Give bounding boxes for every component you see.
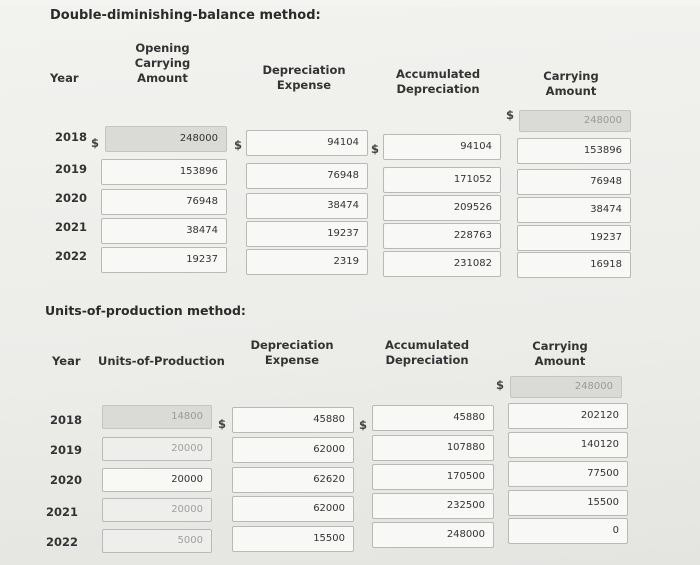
ddb-year-2018: 2018 [55,130,88,144]
uop-acc-2018[interactable]: 45880 [372,405,494,431]
ddb-opening-2020[interactable]: 76948 [101,189,227,215]
uop-header-year: Year [52,354,81,368]
ddb-initial-carrying-field[interactable]: 248000 [519,110,631,132]
uop-acc-2022[interactable]: 248000 [372,522,494,548]
ddb-acc-2020[interactable]: 209526 [383,195,501,221]
uop-dollar-acc: $ [359,418,368,432]
uop-year-2019: 2019 [50,443,83,457]
ddb-acc-2022[interactable]: 231082 [383,251,501,277]
uop-carry-2019[interactable]: 140120 [508,432,628,458]
ddb-section-title: Double-diminishing-balance method: [50,8,321,23]
uop-acc-2021[interactable]: 232500 [372,493,494,519]
uop-dep-2018[interactable]: 45880 [232,407,354,433]
ddb-carry-2022[interactable]: 16918 [517,252,631,278]
worksheet [0,6,700,565]
ddb-header-carry-line2: Amount [545,84,597,98]
ddb-dep-2022[interactable]: 2319 [246,249,368,275]
ddb-dollar-acc: $ [371,142,380,156]
ddb-dep-2021[interactable]: 19237 [246,221,368,247]
ddb-header-opening-line2: Carrying [134,56,191,70]
uop-header-carrying [522,339,598,369]
ddb-header-acc-line1: Accumulated [395,67,481,81]
uop-year-2018: 2018 [50,413,83,427]
ddb-initial-dollar: $ [506,108,515,122]
uop-header-dep-line1: Depreciation [250,338,334,352]
ddb-dep-2019[interactable]: 76948 [246,163,368,189]
uop-header-dep-line2: Expense [264,353,320,367]
uop-header-accumulated [381,338,473,368]
uop-year-2021: 2021 [46,505,79,519]
ddb-opening-2019[interactable]: 153896 [101,159,227,185]
ddb-carry-2019[interactable]: 76948 [517,169,631,195]
uop-section-title: Units-of-production method: [45,303,246,318]
uop-year-2022: 2022 [46,535,79,549]
ddb-dep-2018[interactable]: 94104 [246,130,368,156]
ddb-header-dep-line2: Expense [276,78,332,92]
ddb-dep-2020[interactable]: 38474 [246,193,368,219]
uop-header-depreciation [246,338,338,368]
uop-initial-carrying-field[interactable]: 248000 [510,376,622,398]
uop-header-acc-line2: Depreciation [385,353,469,367]
uop-dep-2020[interactable]: 62620 [232,467,354,493]
uop-header-acc-line1: Accumulated [384,338,470,352]
ddb-header-opening [120,41,205,86]
uop-header-carry-line1: Carrying [532,339,588,353]
uop-units-2018[interactable]: 14800 [102,405,212,429]
ddb-year-2022: 2022 [55,249,88,263]
ddb-carry-2020[interactable]: 38474 [517,197,631,223]
ddb-header-opening-line1: Opening [135,41,190,55]
uop-carry-2021[interactable]: 15500 [508,490,628,516]
ddb-carry-2018[interactable]: 153896 [517,138,631,164]
ddb-header-carrying [530,69,612,99]
uop-carry-2022[interactable]: 0 [508,518,628,544]
ddb-dollar-dep: $ [234,138,243,152]
uop-units-2021[interactable]: 20000 [102,498,212,522]
uop-dep-2021[interactable]: 62000 [232,496,354,522]
ddb-opening-2022[interactable]: 19237 [101,247,227,273]
ddb-acc-2021[interactable]: 228763 [383,223,501,249]
uop-header-carry-line2: Amount [534,354,586,368]
ddb-opening-2021[interactable]: 38474 [101,218,227,244]
ddb-acc-2019[interactable]: 171052 [383,167,501,193]
uop-carry-2020[interactable]: 77500 [508,461,628,487]
ddb-carry-2021[interactable]: 19237 [517,225,631,251]
uop-carry-2018[interactable]: 202120 [508,403,628,429]
uop-year-2020: 2020 [50,473,83,487]
uop-acc-2020[interactable]: 170500 [372,464,494,490]
uop-units-2020[interactable]: 20000 [102,468,212,492]
ddb-header-dep-line1: Depreciation [262,63,346,77]
ddb-header-accumulated [392,67,484,97]
ddb-opening-2018[interactable]: 248000 [105,126,227,152]
uop-units-2022[interactable]: 5000 [102,529,212,553]
ddb-header-acc-line2: Depreciation [396,82,480,96]
uop-initial-dollar: $ [496,378,505,392]
ddb-dollar-opening: $ [91,136,100,150]
ddb-year-2020: 2020 [55,191,88,205]
uop-units-2019[interactable]: 20000 [102,437,212,461]
ddb-acc-2018[interactable]: 94104 [383,134,501,160]
uop-dollar-dep: $ [218,417,227,431]
uop-header-units: Units-of-Production [98,354,225,368]
ddb-year-2019: 2019 [55,162,88,176]
uop-dep-2019[interactable]: 62000 [232,437,354,463]
uop-dep-2022[interactable]: 15500 [232,526,354,552]
ddb-year-2021: 2021 [55,220,88,234]
uop-acc-2019[interactable]: 107880 [372,435,494,461]
ddb-header-carry-line1: Carrying [543,69,599,83]
ddb-header-depreciation [258,63,350,93]
ddb-header-year: Year [50,71,79,85]
ddb-header-opening-line3: Amount [137,71,188,85]
